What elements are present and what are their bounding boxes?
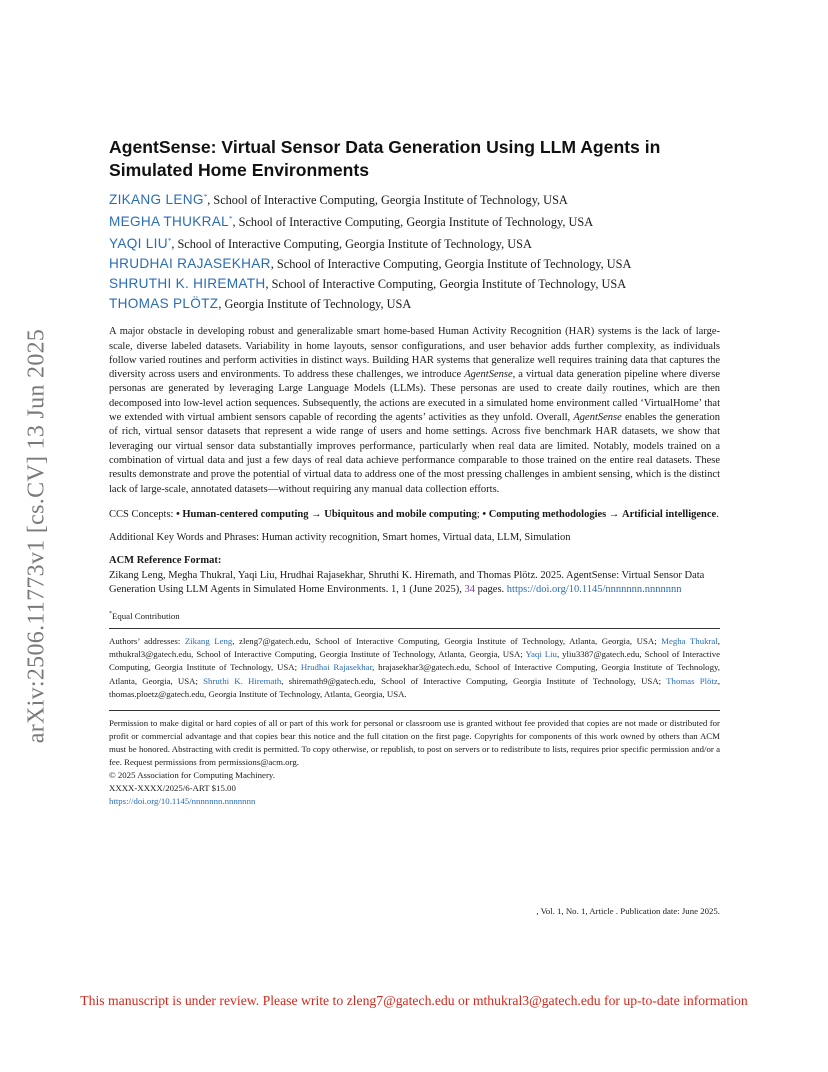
author-entry [109,210,720,232]
paper-page [109,136,720,808]
author-name[interactable]: MEGHA THUKRAL [109,214,229,230]
address-author-link[interactable]: Zikang Leng [184,636,233,647]
divider [109,710,720,711]
ccs-end: . [716,508,719,520]
address-text: , shiremath9@gatech.edu, School of Interactive Computing, Georgia Institute of Technology, USA; [281,675,667,686]
ccs-arrow: → [308,508,325,520]
reference-pages-suffix: pages. [475,584,507,596]
address-text: , hrajasekhar3@gatech.edu, School of Interactive Computing, Georgia Institute of Technology, Atlanta, Georgia, USA; [109,662,720,686]
abstract-emphasis: AgentSense [464,369,513,381]
ccs-concept: • Human-centered computing [176,508,309,520]
addresses-lead: Authors’ addresses: [109,636,185,647]
author-name[interactable]: HRUDHAI RAJASEKHAR [109,256,271,272]
divider [109,628,720,629]
author-list [109,188,720,314]
permission-text: Permission to make digital or hard copies of all or part of this work for personal or classroom use is granted without fee provided that copies are not made or distributed for profit or commercial advantage and that copies bear this notice and the full citation on the first page. Copyrights for components of this work owned by others than ACM must be honored. Abstracting with credit is permitted. To copy otherwise, or republish, to post on servers or to redistribute to lists, requires prior specific permission and/or a fee. Request permissions from permissions@acm.org. [109,717,720,767]
address-text: , zleng7@gatech.edu, School of Interactive Computing, Georgia Institute of Technology, Atlanta, Georgia, USA; [232,636,662,647]
article-code: XXXX-XXXX/2025/6-ART $15.00 [109,783,236,794]
address-text: , mthukral3@gatech.edu, School of Interactive Computing, Georgia Institute of Technology, Atlanta, Georgia, USA; [109,636,720,660]
reference-format [109,569,720,598]
address-author-link[interactable]: Hrudhai Rajasekhar [300,662,373,673]
permission-doi-link[interactable]: https://doi.org/10.1145/nnnnnnn.nnnnnnn [109,796,256,807]
ccs-concept: • Computing methodologies [482,508,607,520]
address-author-link[interactable]: Shruthi K. Hiremath [203,675,282,686]
author-entry [109,188,720,210]
publication-footer: , Vol. 1, No. 1, Article . Publication date: June 2025. [536,906,720,916]
author-entry [109,274,720,294]
author-name[interactable]: THOMAS PLÖTZ [109,296,219,312]
footnote-text: Equal Contribution [112,611,180,622]
author-name[interactable]: YAQI LIU [109,236,168,252]
author-addresses [109,635,720,700]
page-count-link[interactable]: 34 [464,584,475,596]
author-name[interactable]: SHRUTHI K. HIREMATH [109,276,266,292]
author-affiliation: , School of Interactive Computing, Georgia Institute of Technology, USA [232,215,594,230]
keywords: Additional Key Words and Phrases: Human activity recognition, Smart homes, Virtual data, LLM, Simulation [109,532,571,544]
doi-link[interactable]: https://doi.org/10.1145/nnnnnnn.nnnnnnn [506,584,682,596]
abstract-text: A major obstacle in developing robust and generalizable smart home-based Human Activity Recognition (HAR) systems is the lack of large-scale, diverse labeled datasets. Variability in home layouts, sensor configurations, and user behavior adds further complexity, as individuals follow varied routines and perform activities in distinct ways. Building HAR systems that generalize well requires training data that captures the diversity across users and environments. To address these challenges, we introduce [109,326,720,381]
footnote-equal-contribution [109,608,720,622]
address-author-link[interactable]: Yaqi Liu [525,649,557,660]
author-name[interactable]: ZIKANG LENG [109,192,204,208]
footnote-mark: * [109,611,112,618]
author-affiliation: , Georgia Institute of Technology, USA [218,297,412,312]
ccs-concept: Artificial intelligence [622,508,717,520]
author-entry [109,254,720,274]
abstract-text: enables the generation of rich, virtual sensor datasets that represent a wide range of users and home settings. Across five benchmark HAR datasets, we show that leveraging our virtual sensor data substantially improves performance, particularly when real data are limited. Notably, models trained on a combination of virtual data and just a few days of real data achieve performance comparable to those trained on the entire real datasets. These results demonstrate and prove the potential of virtual data to address one of the most pressing challenges in ambient sensing, which is the distinct lack of large-scale, annotated datasets—without requiring any manual data collection efforts. [109,412,720,495]
address-text: , yliu3387@gatech.edu, School of Interactive Computing, Georgia Institute of Technology, USA; [109,649,720,673]
author-affiliation: , School of Interactive Computing, Georgia Institute of Technology, USA [171,237,532,252]
equal-contribution-mark: * [228,215,233,224]
ccs-separator: ; [476,508,483,520]
permission-block [109,717,720,809]
abstract-text: , a virtual data generation pipeline where diverse personas are generated by leveraging Large Language Models (LLMs). These personas are used to create daily routines, which are then decomposed into low-level action sequences. Subsequently, the actions are executed in a simulated home environment called ‘VirtualHome’ that we extended with virtual ambient sensors capable of recording the agents’ activities as they unfold. Overall, [109,369,720,424]
equal-contribution-mark: * [203,193,208,201]
author-entry [109,294,720,314]
ccs-concept: Ubiquitous and mobile computing [324,508,477,520]
reference-format-heading: ACM Reference Format: [109,555,222,567]
copyright-line: © 2025 Association for Computing Machinery. [109,770,275,781]
address-author-link[interactable]: Megha Thukral [661,636,718,647]
author-affiliation: , School of Interactive Computing, Georgia Institute of Technology, USA [265,277,627,292]
address-author-link[interactable]: Thomas Plötz [666,675,718,686]
equal-contribution-mark: * [167,237,172,246]
abstract-emphasis: AgentSense [573,412,622,424]
abstract [109,325,720,497]
author-affiliation: , School of Interactive Computing, Georgia Institute of Technology, USA [270,257,632,272]
reference-text: Zikang Leng, Megha Thukral, Yaqi Liu, Hrudhai Rajasekhar, Shruthi K. Hiremath, and Thomas Plötz. 2025. AgentSense: Virtual Sensor Data Generation Using LLM Agents in Simulated Home Environments. 1, 1 (June 2025), [109,569,705,596]
ccs-label: CCS Concepts: [109,508,177,520]
author-entry [109,232,720,254]
paper-title: AgentSense: Virtual Sensor Data Generation Using LLM Agents in Simulated Home Environments [109,137,661,180]
ccs-concepts [109,508,720,522]
author-affiliation: , School of Interactive Computing, Georgia Institute of Technology, USA [207,193,568,208]
ccs-arrow: → [606,508,622,520]
review-banner: This manuscript is under review. Please write to zleng7@gatech.edu or mthukral3@gatech.edu for up-to-date information [80,993,748,1008]
address-text: , thomas.ploetz@gatech.edu, Georgia Institute of Technology, Atlanta, Georgia, USA. [109,675,721,699]
arxiv-identifier: arXiv:2506.11773v1 [cs.CV] 13 Jun 2025 [23,328,50,744]
